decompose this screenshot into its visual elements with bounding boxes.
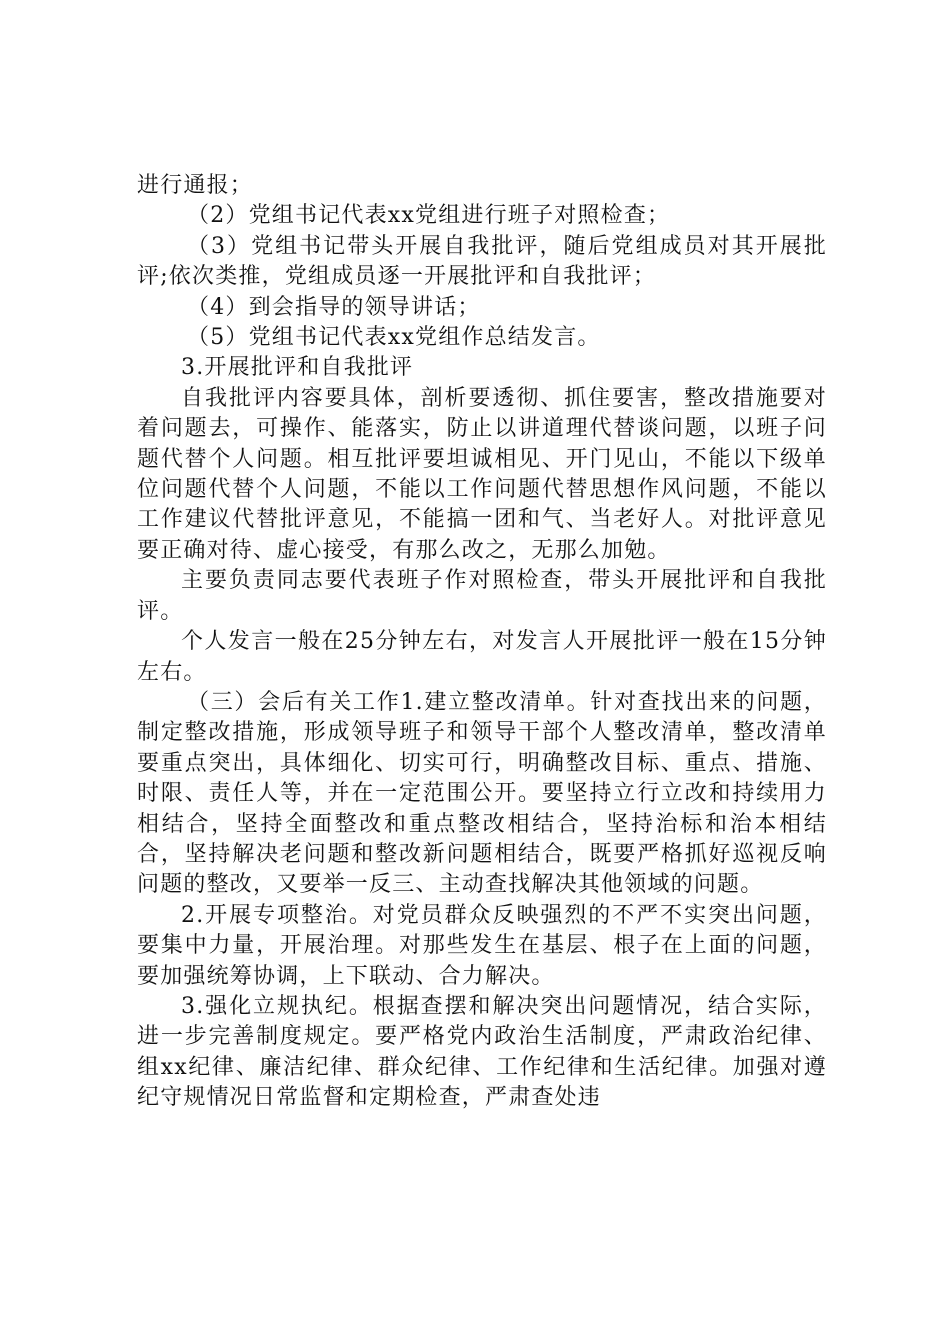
paragraph-speech-time: 个人发言一般在25分钟左右，对发言人开展批评一般在15分钟左右。 [137,629,827,685]
paragraph-continuation: 进行通报； [137,173,254,198]
paragraph-follow-up-work: （三）会后有关工作1.建立整改清单。针对查找出来的问题，制定整改措施，形成领导班子和领导干部个人整改清单，整改清单要重点突出，具体细化、切实可行，明确整改目标、重点、措施、时限、责任人等，并在一定范围公开。要坚持立行立改和持续用力相结合，坚持全面整改和重点整改相结合，坚持治标和治本相结合，坚持解决老问题和整改新问题相结合，既要严格抓好巡视反响问题的整改，又要举一反三、主动查找解决其他领域的问题。 [137,689,827,898]
paragraph-item-3: （3）党组书记带头开展自我批评，随后党组成员对其开展批评;依次类推，党组成员逐一开展批评和自我批评； [137,233,827,290]
paragraph-item-5: （5）党组书记代表xx党组作总结发言。 [187,325,601,351]
paragraph-self-criticism: 自我批评内容要具体，剖析要透彻、抓住要害，整改措施要对着问题去，可操作、能落实，防止以讲道理代替谈问题，以班子问题代替个人问题。相互批评要坦诚相见、开门见山，不能以下级单位问题代替个人问题，不能以工作问题代替思想作风问题，不能以工作建议代替批评意见，不能搞一团和气、当老好人。对批评意见要正确对待、虚心接受，有那么改之，无那么加勉。 [137,385,827,563]
paragraph-item-4: （4）到会指导的领导讲话； [187,294,481,320]
paragraph-discipline: 3.强化立规执纪。根据查摆和解决突出问题情况，结合实际，进一步完善制度规定。要严格党内政治生活制度，严肃政治纪律、组xx纪律、廉洁纪律、群众纪律、工作纪律和生活纪律。加强对遵纪守规情况日常监督和定期检查，严肃查处违 [137,993,827,1111]
paragraph-special-rectification: 2.开展专项整治。对党员群众反映强烈的不严不实突出问题，要集中力量，开展治理。对那些发生在基层、根子在上面的问题，要加强统筹协调，上下联动、合力解决。 [137,902,827,989]
paragraph-leader-review: 主要负责同志要代表班子作对照检查，带头开展批评和自我批评。 [137,568,827,624]
paragraph-item-2: （2）党组书记代表xx党组进行班子对照检查； [187,203,671,229]
document-body [137,171,827,1114]
section-heading-criticism: 3.开展批评和自我批评 [181,355,414,381]
